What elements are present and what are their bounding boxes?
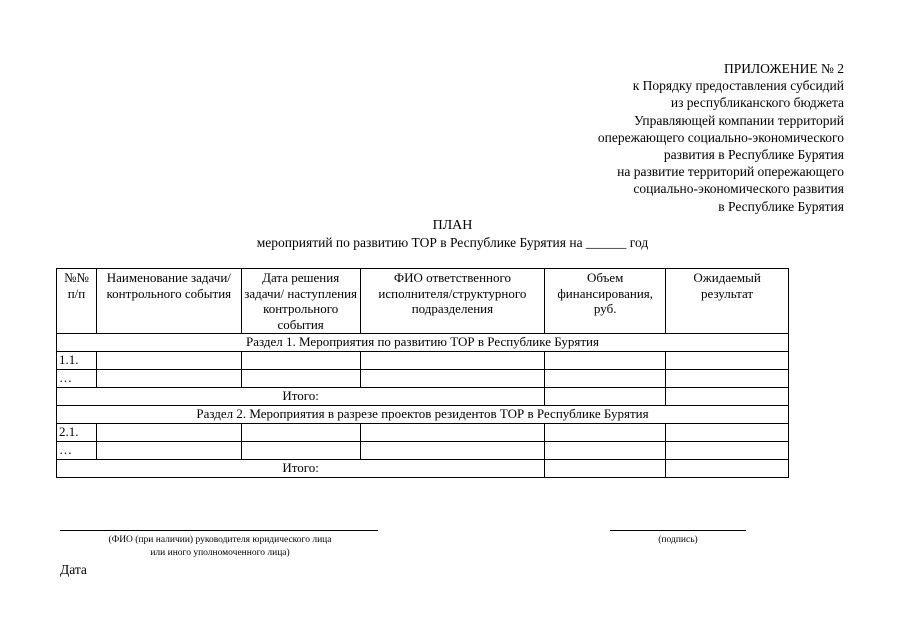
plan-title: ПЛАН: [432, 218, 473, 233]
row-number: 1.1.: [57, 352, 97, 370]
row-number: …: [57, 442, 97, 460]
appendix-line: развития в Республике Бурятия: [663, 147, 844, 163]
table-cell[interactable]: [360, 352, 545, 370]
table-cell[interactable]: [666, 424, 789, 442]
signature-caption: (подпись): [658, 535, 698, 545]
table-cell[interactable]: [545, 424, 666, 442]
appendix-line: опережающего социально-экономического: [597, 129, 844, 145]
table-cell[interactable]: [666, 388, 789, 406]
table-row: [57, 352, 789, 370]
table-header-row: [57, 269, 789, 334]
date-label: Дата: [60, 562, 87, 577]
table-cell[interactable]: [241, 370, 360, 388]
column-header-funding: Объем финансирования, руб.: [545, 269, 666, 334]
row-number: 2.1.: [57, 424, 97, 442]
column-header-responsible: ФИО ответственного исполнителя/структурного подразделения: [360, 269, 545, 334]
plan-table: [56, 268, 789, 478]
table-cell[interactable]: [96, 352, 241, 370]
section-2-total-label: Итого:: [57, 460, 545, 478]
appendix-line: на развитие территорий опережающего: [617, 164, 844, 180]
appendix-line: ПРИЛОЖЕНИЕ № 2: [723, 61, 844, 76]
appendix-line: к Порядку предоставления субсидий: [632, 78, 844, 94]
section-2-title: Раздел 2. Мероприятия в разрезе проектов резидентов ТОР в Республике Бурятия: [57, 406, 789, 424]
column-header-date: Дата решения задачи/ наступления контрольного события: [241, 269, 360, 334]
name-caption: (ФИО (при наличии) руководителя юридического лица или иного уполномоченного лица): [108, 535, 332, 558]
table-cell[interactable]: [666, 442, 789, 460]
section-1-title: Раздел 1. Мероприятия по развитию ТОР в Республике Бурятия: [57, 334, 789, 352]
table-cell[interactable]: [545, 370, 666, 388]
column-header-number: №№ п/п: [57, 269, 97, 334]
table-cell[interactable]: [360, 424, 545, 442]
section-2-title-row: [57, 406, 789, 424]
section-1-title-row: [57, 334, 789, 352]
table-cell[interactable]: [241, 442, 360, 460]
table-cell[interactable]: [96, 370, 241, 388]
appendix-line: социально-экономического развития: [633, 181, 844, 197]
table-cell[interactable]: [241, 352, 360, 370]
table-cell[interactable]: [545, 352, 666, 370]
appendix-block: [598, 60, 844, 215]
table-cell[interactable]: [666, 460, 789, 478]
appendix-line: Управляющей компании территорий: [633, 112, 844, 128]
column-header-task: Наименование задачи/контрольного события: [96, 269, 241, 334]
column-header-result: Ожидаемый результат: [666, 269, 789, 334]
table-cell[interactable]: [96, 424, 241, 442]
name-signature-line[interactable]: [60, 530, 378, 531]
row-number: …: [57, 370, 97, 388]
table-cell[interactable]: [96, 442, 241, 460]
section-2-total-row: [57, 460, 789, 478]
section-2-total-funding[interactable]: [545, 460, 666, 478]
table-cell[interactable]: [545, 442, 666, 460]
table-row: [57, 442, 789, 460]
appendix-line: в Республике Бурятия: [718, 198, 844, 214]
table-row: [57, 370, 789, 388]
section-1-total-label: Итого:: [57, 388, 545, 406]
table-cell[interactable]: [241, 424, 360, 442]
appendix-line: из республиканского бюджета: [670, 95, 844, 111]
table-cell[interactable]: [360, 370, 545, 388]
table-cell[interactable]: [666, 370, 789, 388]
table-row: [57, 424, 789, 442]
signature-line[interactable]: [610, 530, 746, 531]
table-cell[interactable]: [360, 442, 545, 460]
plan-subtitle: мероприятий по развитию ТОР в Республике Бурятия на ______ год: [256, 235, 649, 250]
section-1-total-funding[interactable]: [545, 388, 666, 406]
section-1-total-row: [57, 388, 789, 406]
table-cell[interactable]: [666, 352, 789, 370]
